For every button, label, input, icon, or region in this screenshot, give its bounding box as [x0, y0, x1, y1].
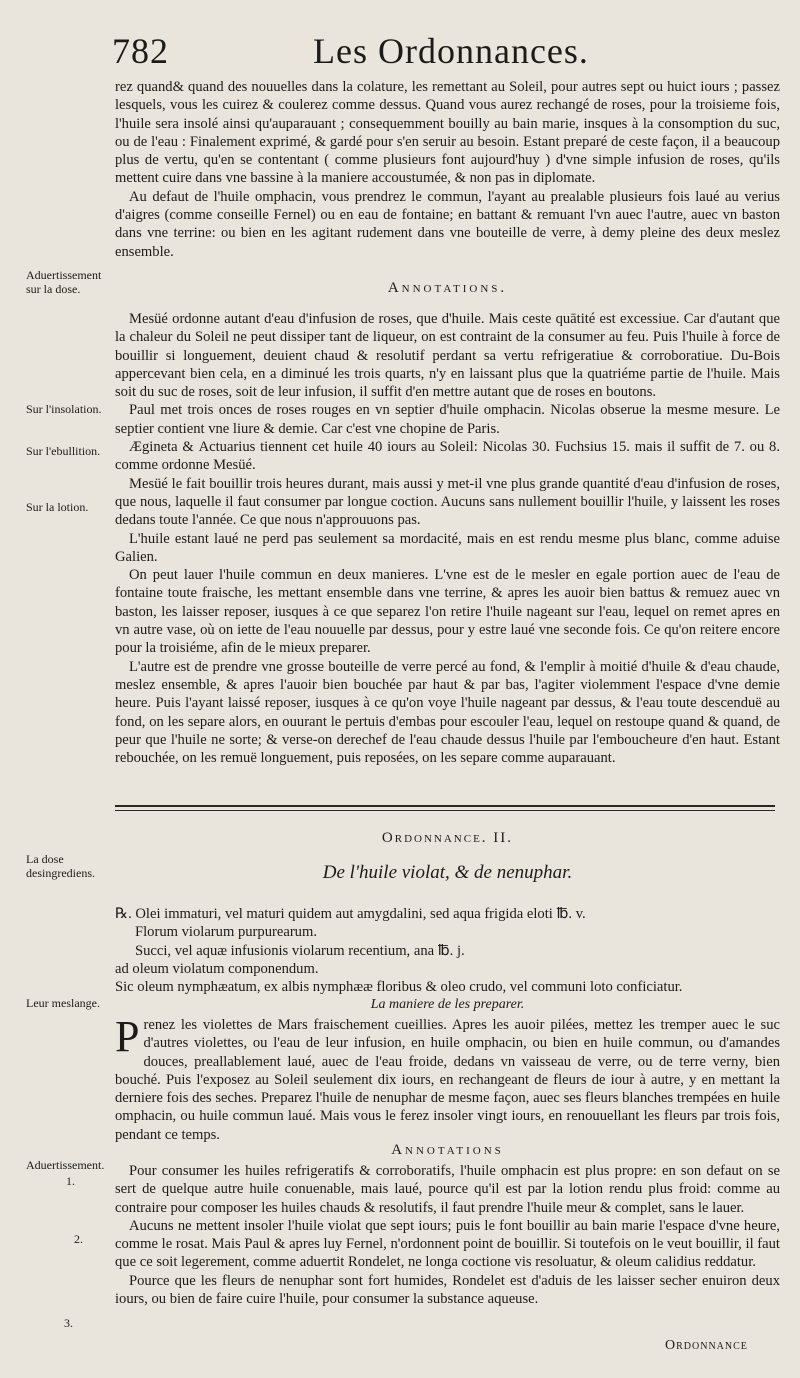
margin-note: La dose desingrediens. — [26, 852, 95, 880]
ordonnance-title: De l'huile violat, & de nenuphar. — [322, 862, 573, 883]
margin-note: Sur l'insolation. — [26, 402, 102, 416]
paragraph: Aucuns ne mettent insoler l'huile violat que sept iours; puis le font bouillir au bain marie l'espace d'vne heure, comme le rosat. Mais Paul & apres luy Fernel, n'ordonnent point de bouillir. Si toutefois on le veut bouillir, il faut que ce soit legerement, comme aduertit Rondelet, ne longa coctione vis resoluatur, & oleum calidius reddatur. — [115, 1217, 780, 1271]
margin-note: Sur l'ebullition. — [26, 444, 101, 458]
page-number: 782 — [112, 31, 169, 71]
margin-note: Leur meslange. — [26, 996, 100, 1010]
preparation-text — [115, 1012, 780, 1144]
running-title: Les Ordonnances. — [313, 31, 589, 71]
margin-note-number: 1. — [66, 1174, 75, 1188]
margin-note: Aduertissement sur la dose. — [26, 268, 102, 296]
margin-note: Sur la lotion. — [26, 500, 89, 514]
section-divider-thin — [115, 810, 775, 811]
margin-note-number: 3. — [64, 1316, 73, 1330]
paragraph: L'huile estant laué ne perd pas seulement sa mordacité, mais en est rendu mesme plus blanc, comme aduise Galien. — [115, 530, 780, 565]
recipe-block — [115, 905, 780, 996]
paragraph: On peut lauer l'huile commun en deux manieres. L'vne est de le mesler en egale portion auec de l'eau de fontaine toute fraische, les mettant ensemble dans vne terrine, & apres les auoir bien battus & remuez auec vn baston, les laisser reposer, iusques à ce que separez l'on retire l'huile nageant sur l'eau, lequel on remet apres en vn autre vase, où on iette de l'eau nouuelle par dessus, pour y estre laué vne seconde fois. Ce qu'on reitere encore pour la troisiéme, afin de le mieux preparer. — [115, 567, 780, 657]
paragraph: L'autre est de prendre vne grosse bouteille de verre percé au fond, & l'emplir à moitié d'huile & d'eau chaude, meslez ensemble, & apres l'auoir bien bouchée par haut & par bas, l'agiter violemment l'espace d'vne demie heure. Puis l'ayant laissé reposer, iusques à ce qu'on voye l'huile nageant par dessus, & l'eau toute descenduë au fond, on les separe alors, en ouurant le pertuis d'embas pour escouler l'eau, lequel on restoupe quand & quand, de peur que l'huile ne sorte; & verse-on derechef de l'eau chaude dessus l'huile par l'embouchеure d'en haut. Estant rebouchée, on les remuë longuement, puis reposées, on les separe comme auparauant. — [115, 658, 780, 767]
recipe-line: Succi, vel aquæ infusionis violarum recentium, ana ℔. j. — [135, 942, 465, 959]
section-divider — [115, 805, 775, 807]
preparation-title: La maniere de les preparer. — [370, 997, 525, 1012]
section-1-text — [115, 78, 780, 261]
paragraph: Pour consumer les huiles refrigeratifs & corroboratifs, l'huile omphacin est plus propre: en son defaut on se sert de quelque autre huile conuenable, mais laué, pource qu'il est par la lotion rendu plus froid: comme au contraire pour composer les huiles chauds & resolutifs, il faut prendre l'huile meur & complet, sans le lauer. — [115, 1163, 780, 1216]
annotations-2-heading: Annotations — [391, 1142, 504, 1158]
paragraph: rez quand& quand des nouuelles dans la colature, les remettant au Soleil, pour autres sept ou huict iours ; passez lesquels, vous les cuirez & coulerez comme dessus. Quand vous aurez rechangé de roses, pour la troisieme fois, l'huile sera insolé ainsi qu'auparauant ; consequemment bouilly au bain marie, insques à la consomption du suc, ou de l'eau : Finalement exprimé, & gardé pour s'en seruir au besoin. Estant preparé de ceste façon, il a beaucoup plus de vertu, qu'en se contentant ( comme plusieurs font aujourd'huy ) d'vne simple infusion de roses, qu'ils mettent cuire dans vne bassine à la maniere accoustumée, & non pas in diplomate. — [115, 79, 780, 187]
ordonnance-heading: Ordonnance. II. — [381, 830, 514, 846]
catchword: Ordonnance — [665, 1338, 748, 1353]
paragraph: Mesüé ordonne autant d'eau d'infusion de roses, que d'huile. Mais ceste quātité est excessiue. Car d'autant que la chaleur du Soleil ne peut dissiper tant de liqueur, on est contraint de la consumer au feu. Puis l'huile à force de bouillir si longuement, deuient chaud & resolutif perdant sa vertu refrigeratiue & corroboratiue. Du-Bois appercevant bien cela, en a diminué les trois quarts, n'y en laissant plus que la quatriéme partie de l'huile. Mais soit du suc de roses, soit de leur infusion, il suffit d'en mettre autant que de roses en boutons. — [115, 311, 780, 401]
paragraph: Pource que les fleurs de nenuphar sont fort humides, Rondelet est d'aduis de les laisser secher enuiron deux iours, ou bien de faire cuire l'huile, pour consumer la substance aqueuse. — [115, 1272, 780, 1308]
recipe-line: ℞. Olei immaturi, vel maturi quidem aut amygdalini, sed aqua frigida eloti ℔. v. — [115, 906, 586, 922]
paragraph: Æginetа & Actuarius tiennent cet huile 40 iours au Soleil: Nicolas 30. Fuchsius 15. mais il suffit de 7. ou 8. comme ordonne Mesüé. — [115, 439, 780, 474]
paragraph: Au defaut de l'huile omphacin, vous prendrez le commun, l'ayant au prealable plusieurs fois laué au verius d'aigres (comme conseille Fernel) ou en eau de fontaine; en battant & remuant l'vn auec l'autre, auec vn baston dans vne terrine: ou bien en les agitant rudement dans vne bouteille de verre, à demy pleine des deux meslez ensemble. — [115, 188, 780, 260]
recipe-line: Sic oleum nymphæatum, ex albis nymphææ floribus & oleo crudo, vel communi loto conficiatur. — [115, 979, 683, 996]
recipe-line: Florum violarum purpurearum. — [135, 924, 317, 941]
annotations-1-text — [115, 310, 780, 767]
annotations-heading: Annotations. — [387, 280, 508, 296]
paragraph: Mesüé le fait bouillir trois heures durant, mais aussi y met-il vne plus grande quantité d'eau d'infusion de roses, que nous, laquelle il faut consumer par longue coction. Aucuns sans nullement bouillir l'huile, y laissent les roses dedans toute l'année. Ce que nous n'approuuons pas. — [115, 475, 780, 529]
margin-note: Aduertissement. — [26, 1158, 105, 1172]
recipe-line: ad oleum violatum componendum. — [115, 960, 319, 977]
margin-note-number: 2. — [74, 1232, 83, 1246]
paragraph: Paul met trois onces de roses rouges en vn septier d'huile omphacin. Nicolas obserue la mesme mesure. Le septier contient vne liure & demie. Car c'est vne chopine de Paris. — [115, 402, 780, 437]
paragraph: Prenez les violettes de Mars fraischement cueillies. Apres les auoir pilées, mettez les tremper auec le suc d'autres violettes, ou l'eau de leur infusion, en huile omphacin, ou bien en huile commun, ou d'amandes douces, preallablement laué, auec de l'eau froide, dedans vn vaisseau de verre, ou de terre verny, bien bouché. Puis l'exposez au Soleil seulement dix iours, en rechangeant de fleurs de iour à autre, y en mettant la derniere fois des seches. Preparez l'huile de nenuphar de mesme façon, auec ses fleurs blanches trempées en huile omphacin, ou huile commun laué. Mais vous le ferez insoler vingt iours, en renouuellant les fleurs par trois fois, pendant ce temps. — [115, 1012, 780, 1143]
annotations-2-text — [115, 1162, 780, 1308]
